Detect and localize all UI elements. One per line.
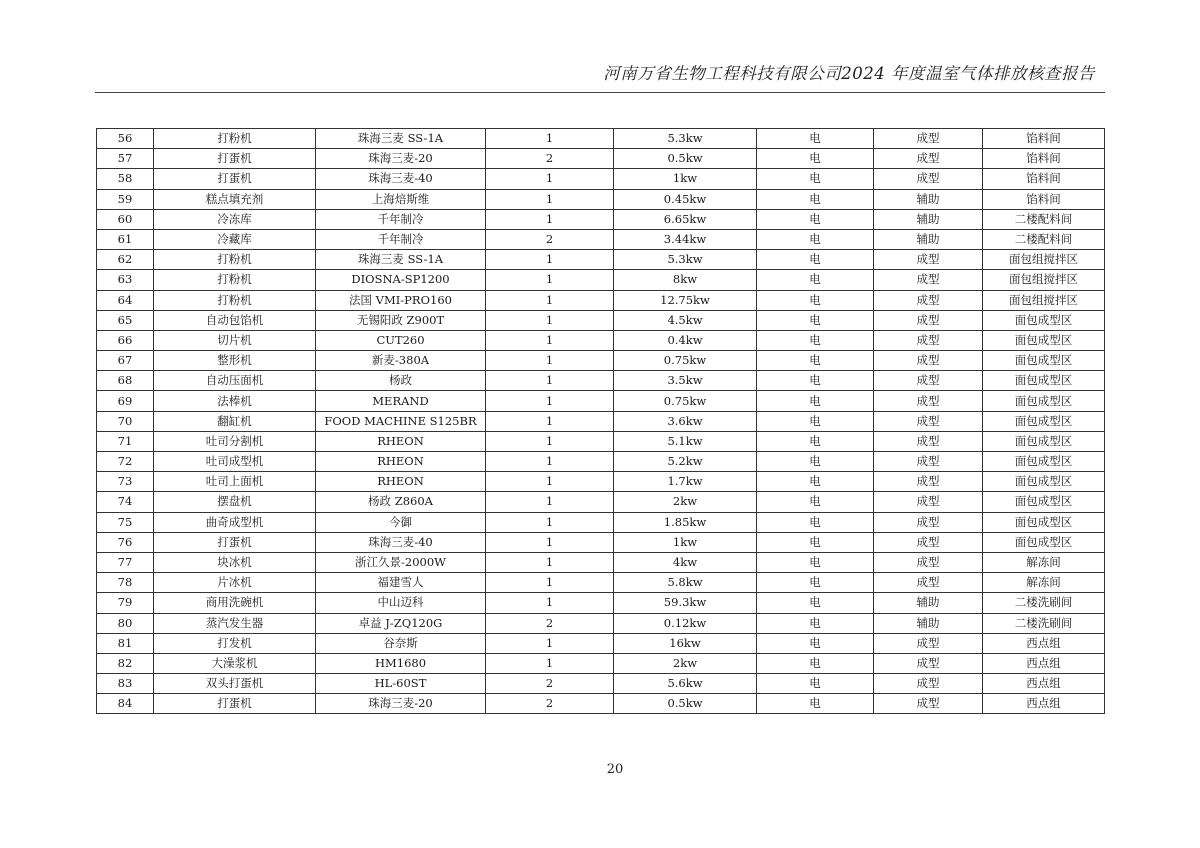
location-cell: 解冻间: [983, 573, 1105, 593]
power-cell: 0.5kw: [614, 149, 757, 169]
usage-type-cell: 成型: [874, 149, 983, 169]
location-cell: 解冻间: [983, 552, 1105, 572]
location-cell: 西点组: [983, 633, 1105, 653]
row-number-cell: 65: [97, 310, 154, 330]
power-cell: 3.5kw: [614, 371, 757, 391]
row-number-cell: 73: [97, 472, 154, 492]
table-row: [97, 209, 1105, 229]
table-row: [97, 452, 1105, 472]
equipment-name-cell: 糕点填充剂: [154, 189, 316, 209]
equipment-name-cell: 整形机: [154, 351, 316, 371]
energy-type-cell: 电: [757, 391, 874, 411]
location-cell: 面包成型区: [983, 351, 1105, 371]
power-cell: 1kw: [614, 169, 757, 189]
quantity-cell: 2: [486, 613, 614, 633]
quantity-cell: 1: [486, 532, 614, 552]
energy-type-cell: 电: [757, 189, 874, 209]
usage-type-cell: 成型: [874, 371, 983, 391]
report-title: 河南万省生物工程科技有限公司2024 年度温室气体排放核查报告: [603, 64, 1095, 83]
quantity-cell: 1: [486, 512, 614, 532]
model-cell: 中山迈科: [316, 593, 486, 613]
quantity-cell: 1: [486, 431, 614, 451]
equipment-name-cell: 冷藏库: [154, 229, 316, 249]
quantity-cell: 1: [486, 573, 614, 593]
energy-type-cell: 电: [757, 694, 874, 714]
energy-type-cell: 电: [757, 330, 874, 350]
table-row: [97, 391, 1105, 411]
location-cell: 面包成型区: [983, 391, 1105, 411]
row-number-cell: 57: [97, 149, 154, 169]
equipment-name-cell: 商用洗碗机: [154, 593, 316, 613]
row-number-cell: 72: [97, 452, 154, 472]
power-cell: 8kw: [614, 270, 757, 290]
quantity-cell: 1: [486, 189, 614, 209]
energy-type-cell: 电: [757, 552, 874, 572]
quantity-cell: 2: [486, 674, 614, 694]
location-cell: 西点组: [983, 694, 1105, 714]
power-cell: 0.75kw: [614, 351, 757, 371]
equipment-name-cell: 法棒机: [154, 391, 316, 411]
usage-type-cell: 成型: [874, 411, 983, 431]
row-number-cell: 74: [97, 492, 154, 512]
location-cell: 面包成型区: [983, 310, 1105, 330]
usage-type-cell: 辅助: [874, 189, 983, 209]
power-cell: 5.1kw: [614, 431, 757, 451]
table-row: [97, 229, 1105, 249]
power-cell: 0.45kw: [614, 189, 757, 209]
energy-type-cell: 电: [757, 371, 874, 391]
table-row: [97, 573, 1105, 593]
row-number-cell: 63: [97, 270, 154, 290]
model-cell: 福建雪人: [316, 573, 486, 593]
energy-type-cell: 电: [757, 229, 874, 249]
quantity-cell: 1: [486, 492, 614, 512]
quantity-cell: 1: [486, 371, 614, 391]
power-cell: 0.75kw: [614, 391, 757, 411]
energy-type-cell: 电: [757, 129, 874, 149]
equipment-name-cell: 曲奇成型机: [154, 512, 316, 532]
row-number-cell: 59: [97, 189, 154, 209]
usage-type-cell: 成型: [874, 633, 983, 653]
row-number-cell: 64: [97, 290, 154, 310]
energy-type-cell: 电: [757, 573, 874, 593]
usage-type-cell: 成型: [874, 492, 983, 512]
equipment-name-cell: 大澡浆机: [154, 653, 316, 673]
usage-type-cell: 成型: [874, 250, 983, 270]
table-row: [97, 411, 1105, 431]
row-number-cell: 67: [97, 351, 154, 371]
usage-type-cell: 成型: [874, 129, 983, 149]
table-row: [97, 512, 1105, 532]
power-cell: 5.3kw: [614, 129, 757, 149]
equipment-name-cell: 打粉机: [154, 290, 316, 310]
model-cell: 珠海三麦-40: [316, 532, 486, 552]
equipment-table-body: [97, 129, 1105, 714]
header-divider: [95, 92, 1105, 93]
equipment-name-cell: 冷冻库: [154, 209, 316, 229]
usage-type-cell: 成型: [874, 452, 983, 472]
power-cell: 1.7kw: [614, 472, 757, 492]
power-cell: 3.6kw: [614, 411, 757, 431]
equipment-name-cell: 打蛋机: [154, 169, 316, 189]
quantity-cell: 1: [486, 129, 614, 149]
table-row: [97, 492, 1105, 512]
table-row: [97, 351, 1105, 371]
energy-type-cell: 电: [757, 250, 874, 270]
usage-type-cell: 成型: [874, 694, 983, 714]
equipment-name-cell: 打粉机: [154, 129, 316, 149]
energy-type-cell: 电: [757, 209, 874, 229]
quantity-cell: 2: [486, 694, 614, 714]
model-cell: 无锡阳政 Z900T: [316, 310, 486, 330]
energy-type-cell: 电: [757, 613, 874, 633]
table-row: [97, 593, 1105, 613]
row-number-cell: 61: [97, 229, 154, 249]
location-cell: 馅料间: [983, 169, 1105, 189]
model-cell: 杨政: [316, 371, 486, 391]
energy-type-cell: 电: [757, 512, 874, 532]
equipment-name-cell: 打蛋机: [154, 149, 316, 169]
location-cell: 面包成型区: [983, 411, 1105, 431]
row-number-cell: 66: [97, 330, 154, 350]
energy-type-cell: 电: [757, 633, 874, 653]
usage-type-cell: 成型: [874, 391, 983, 411]
model-cell: 谷奈斯: [316, 633, 486, 653]
equipment-name-cell: 打粉机: [154, 270, 316, 290]
location-cell: 面包组搅拌区: [983, 270, 1105, 290]
energy-type-cell: 电: [757, 351, 874, 371]
model-cell: DIOSNA-SP1200: [316, 270, 486, 290]
model-cell: RHEON: [316, 452, 486, 472]
energy-type-cell: 电: [757, 270, 874, 290]
quantity-cell: 1: [486, 351, 614, 371]
power-cell: 0.5kw: [614, 694, 757, 714]
table-row: [97, 472, 1105, 492]
table-row: [97, 532, 1105, 552]
power-cell: 0.4kw: [614, 330, 757, 350]
model-cell: 珠海三麦 SS-1A: [316, 129, 486, 149]
table-row: [97, 290, 1105, 310]
quantity-cell: 1: [486, 310, 614, 330]
location-cell: 面包组搅拌区: [983, 250, 1105, 270]
usage-type-cell: 成型: [874, 653, 983, 673]
usage-type-cell: 成型: [874, 431, 983, 451]
quantity-cell: 1: [486, 391, 614, 411]
model-cell: CUT260: [316, 330, 486, 350]
row-number-cell: 56: [97, 129, 154, 149]
row-number-cell: 78: [97, 573, 154, 593]
row-number-cell: 77: [97, 552, 154, 572]
model-cell: RHEON: [316, 472, 486, 492]
energy-type-cell: 电: [757, 310, 874, 330]
equipment-name-cell: 自动压面机: [154, 371, 316, 391]
usage-type-cell: 成型: [874, 472, 983, 492]
model-cell: HM1680: [316, 653, 486, 673]
table-row: [97, 633, 1105, 653]
equipment-name-cell: 吐司分割机: [154, 431, 316, 451]
energy-type-cell: 电: [757, 472, 874, 492]
power-cell: 5.6kw: [614, 674, 757, 694]
table-row: [97, 613, 1105, 633]
usage-type-cell: 成型: [874, 512, 983, 532]
power-cell: 6.65kw: [614, 209, 757, 229]
energy-type-cell: 电: [757, 653, 874, 673]
table-row: [97, 330, 1105, 350]
model-cell: RHEON: [316, 431, 486, 451]
table-row: [97, 169, 1105, 189]
quantity-cell: 1: [486, 452, 614, 472]
usage-type-cell: 成型: [874, 351, 983, 371]
table-row: [97, 189, 1105, 209]
equipment-table: [96, 128, 1105, 714]
power-cell: 5.8kw: [614, 573, 757, 593]
location-cell: 面包成型区: [983, 431, 1105, 451]
usage-type-cell: 成型: [874, 310, 983, 330]
table-row: [97, 694, 1105, 714]
row-number-cell: 62: [97, 250, 154, 270]
equipment-name-cell: 打蛋机: [154, 694, 316, 714]
energy-type-cell: 电: [757, 149, 874, 169]
equipment-name-cell: 蒸汽发生器: [154, 613, 316, 633]
model-cell: MERAND: [316, 391, 486, 411]
quantity-cell: 2: [486, 229, 614, 249]
row-number-cell: 70: [97, 411, 154, 431]
table-row: [97, 552, 1105, 572]
energy-type-cell: 电: [757, 411, 874, 431]
equipment-name-cell: 翻缸机: [154, 411, 316, 431]
equipment-name-cell: 摆盘机: [154, 492, 316, 512]
row-number-cell: 81: [97, 633, 154, 653]
model-cell: 上海焙斯维: [316, 189, 486, 209]
table-row: [97, 653, 1105, 673]
power-cell: 4kw: [614, 552, 757, 572]
usage-type-cell: 成型: [874, 552, 983, 572]
energy-type-cell: 电: [757, 593, 874, 613]
quantity-cell: 1: [486, 290, 614, 310]
table-row: [97, 310, 1105, 330]
equipment-name-cell: 片冰机: [154, 573, 316, 593]
row-number-cell: 75: [97, 512, 154, 532]
model-cell: 法国 VMI-PRO160: [316, 290, 486, 310]
model-cell: 珠海三麦-20: [316, 149, 486, 169]
row-number-cell: 79: [97, 593, 154, 613]
quantity-cell: 1: [486, 411, 614, 431]
quantity-cell: 1: [486, 633, 614, 653]
table-row: [97, 149, 1105, 169]
usage-type-cell: 成型: [874, 290, 983, 310]
energy-type-cell: 电: [757, 674, 874, 694]
usage-type-cell: 成型: [874, 270, 983, 290]
power-cell: 1.85kw: [614, 512, 757, 532]
model-cell: 卓益 J-ZQ120G: [316, 613, 486, 633]
model-cell: HL-60ST: [316, 674, 486, 694]
energy-type-cell: 电: [757, 452, 874, 472]
location-cell: 馅料间: [983, 129, 1105, 149]
usage-type-cell: 成型: [874, 674, 983, 694]
location-cell: 面包成型区: [983, 492, 1105, 512]
equipment-name-cell: 吐司成型机: [154, 452, 316, 472]
quantity-cell: 1: [486, 653, 614, 673]
row-number-cell: 68: [97, 371, 154, 391]
energy-type-cell: 电: [757, 532, 874, 552]
power-cell: 3.44kw: [614, 229, 757, 249]
quantity-cell: 2: [486, 149, 614, 169]
usage-type-cell: 辅助: [874, 613, 983, 633]
row-number-cell: 76: [97, 532, 154, 552]
model-cell: 珠海三麦-40: [316, 169, 486, 189]
power-cell: 5.2kw: [614, 452, 757, 472]
location-cell: 面包成型区: [983, 330, 1105, 350]
location-cell: 面包成型区: [983, 472, 1105, 492]
power-cell: 4.5kw: [614, 310, 757, 330]
power-cell: 59.3kw: [614, 593, 757, 613]
equipment-name-cell: 打蛋机: [154, 532, 316, 552]
location-cell: 二楼洗刷间: [983, 593, 1105, 613]
row-number-cell: 60: [97, 209, 154, 229]
location-cell: 馅料间: [983, 149, 1105, 169]
power-cell: 12.75kw: [614, 290, 757, 310]
location-cell: 面包成型区: [983, 532, 1105, 552]
usage-type-cell: 辅助: [874, 209, 983, 229]
model-cell: 浙江久景-2000W: [316, 552, 486, 572]
model-cell: 杨政 Z860A: [316, 492, 486, 512]
location-cell: 面包组搅拌区: [983, 290, 1105, 310]
power-cell: 1kw: [614, 532, 757, 552]
equipment-name-cell: 自动包馅机: [154, 310, 316, 330]
quantity-cell: 1: [486, 270, 614, 290]
page-number: 20: [606, 762, 624, 777]
model-cell: 珠海三麦 SS-1A: [316, 250, 486, 270]
power-cell: 5.3kw: [614, 250, 757, 270]
power-cell: 2kw: [614, 492, 757, 512]
model-cell: 珠海三麦-20: [316, 694, 486, 714]
usage-type-cell: 成型: [874, 532, 983, 552]
usage-type-cell: 辅助: [874, 593, 983, 613]
equipment-name-cell: 双头打蛋机: [154, 674, 316, 694]
quantity-cell: 1: [486, 169, 614, 189]
quantity-cell: 1: [486, 552, 614, 572]
model-cell: 今御: [316, 512, 486, 532]
power-cell: 16kw: [614, 633, 757, 653]
energy-type-cell: 电: [757, 492, 874, 512]
location-cell: 西点组: [983, 653, 1105, 673]
usage-type-cell: 成型: [874, 573, 983, 593]
row-number-cell: 84: [97, 694, 154, 714]
usage-type-cell: 辅助: [874, 229, 983, 249]
table-row: [97, 129, 1105, 149]
equipment-name-cell: 打粉机: [154, 250, 316, 270]
location-cell: 面包成型区: [983, 512, 1105, 532]
quantity-cell: 1: [486, 593, 614, 613]
row-number-cell: 80: [97, 613, 154, 633]
equipment-name-cell: 块冰机: [154, 552, 316, 572]
quantity-cell: 1: [486, 250, 614, 270]
location-cell: 二楼配料间: [983, 209, 1105, 229]
equipment-name-cell: 切片机: [154, 330, 316, 350]
energy-type-cell: 电: [757, 290, 874, 310]
quantity-cell: 1: [486, 209, 614, 229]
quantity-cell: 1: [486, 330, 614, 350]
model-cell: FOOD MACHINE S125BR: [316, 411, 486, 431]
location-cell: 二楼配料间: [983, 229, 1105, 249]
usage-type-cell: 成型: [874, 330, 983, 350]
model-cell: 千年制冷: [316, 229, 486, 249]
table-row: [97, 250, 1105, 270]
energy-type-cell: 电: [757, 431, 874, 451]
location-cell: 西点组: [983, 674, 1105, 694]
equipment-name-cell: 打发机: [154, 633, 316, 653]
quantity-cell: 1: [486, 472, 614, 492]
power-cell: 0.12kw: [614, 613, 757, 633]
table-row: [97, 674, 1105, 694]
location-cell: 馅料间: [983, 189, 1105, 209]
model-cell: 新麦-380A: [316, 351, 486, 371]
usage-type-cell: 成型: [874, 169, 983, 189]
location-cell: 面包成型区: [983, 371, 1105, 391]
power-cell: 2kw: [614, 653, 757, 673]
table-row: [97, 371, 1105, 391]
row-number-cell: 69: [97, 391, 154, 411]
row-number-cell: 58: [97, 169, 154, 189]
row-number-cell: 83: [97, 674, 154, 694]
equipment-name-cell: 吐司上面机: [154, 472, 316, 492]
model-cell: 千年制冷: [316, 209, 486, 229]
row-number-cell: 82: [97, 653, 154, 673]
energy-type-cell: 电: [757, 169, 874, 189]
row-number-cell: 71: [97, 431, 154, 451]
table-row: [97, 270, 1105, 290]
table-row: [97, 431, 1105, 451]
location-cell: 二楼洗刷间: [983, 613, 1105, 633]
location-cell: 面包成型区: [983, 452, 1105, 472]
